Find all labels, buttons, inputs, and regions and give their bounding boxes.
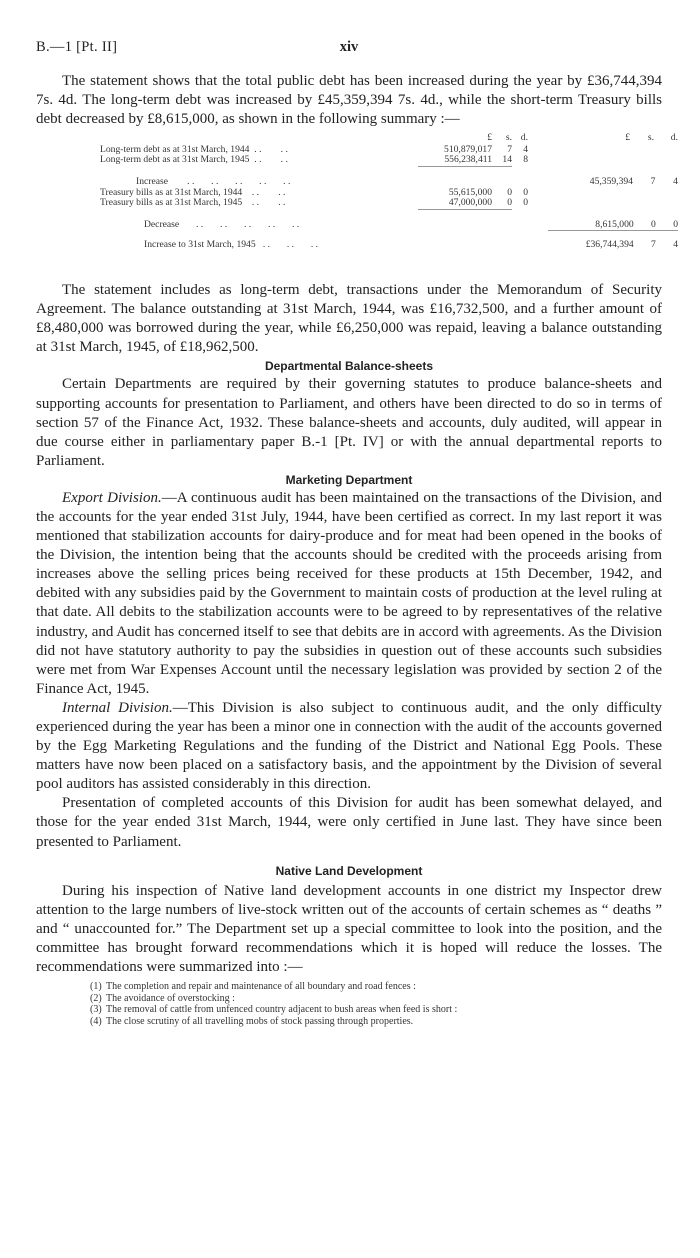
recommendations-list: [90, 981, 662, 1027]
export-division-text: —A continuous audit has been maintained on the transactions of the Division, and the accounts for the year ended 31st July, 1944, have been certified as correct. In my last report it was mentioned that stabilization accounts for dairy-produce and for meat had been opened in the books of the Division, the intention being that the accounts should be credited with the proceeds arising from increases above the selling prices being received for these products at 15th December, 1942, and debited with any subsidies paid by the Government to maintain costs of production at the level ruling at that date. All debits to the stabilization accounts were to be agreed to by representatives of the relative industry, and Audit has concerned itself to see that debits are in accord with agreements. As the Division did not have statutory authority to pay the subsidies in question out of these accounts such subsidies were met from War Expenses Account until the necessary legislation was provided by section 2 of the Finance Act, 1945.: [36, 489, 663, 697]
internal-division-text: —This Division is also subject to continuous audit, and the only difficulty experienced during the year has been a minor one in connection with the audit of the accounts governed by the Egg Marketing Regulations and the funding of the District and National Egg Pools. These matters have now been placed on a satisfactory basis, and the appointment by the Division of several pool auditors has assisted considerably in this direction.: [36, 699, 663, 793]
row-pence: 8: [523, 154, 528, 166]
export-division-title: Export Division.: [62, 489, 162, 506]
units-shillings: s.: [505, 132, 512, 144]
row-pence: 0: [673, 218, 678, 230]
row-label: Treasury bills as at 31st March, 1944: [100, 187, 243, 198]
row-shillings: 7: [651, 239, 656, 251]
row-shillings: 7: [650, 176, 656, 188]
row-pounds: £36,744,394: [585, 239, 634, 251]
list-item: (3) The removal of cattle from unfenced country adjacent to bush areas when feed is short :: [90, 1004, 458, 1016]
row-shillings: 14: [502, 154, 512, 166]
presentation-paragraph: Presentation of completed accounts of this Division for audit has been somewhat delayed, and those for the year ended 31st March, 1944, were only certified in June last. They have since been presented to Parliament.: [36, 795, 662, 850]
summary-row-decrease: Decrease . . . . . . . . . . 8,615,000 0 0: [144, 218, 678, 230]
row-label: Long-term debt as at 31st March, 1944: [100, 144, 250, 155]
native-land-paragraph: During his inspection of Native land development accounts in one district my Inspector drew attention to the large numbers of live-stock written out of the accounts of certain schemes as “ deaths ” and “ unaccounted for.” The Department set up a special committee to look into the position, and the committee has brought forward recommendations which it is hoped will reduce the losses. The recommendations were summarized into :—: [36, 882, 662, 976]
internal-division-paragraph: [36, 699, 662, 794]
list-item: (2) The avoidance of overstocking :: [90, 992, 235, 1004]
row-pounds: 45,359,394: [589, 176, 633, 188]
section-heading-native-land: Native Land Development: [275, 863, 423, 878]
units-shillings: s.: [647, 132, 654, 144]
row-pence: 4: [673, 176, 678, 188]
row-pence: 4: [673, 239, 678, 251]
list-item: (4) The close scrutiny of all travelling mobs of stock passing through properties.: [90, 1015, 414, 1027]
row-pounds: 55,615,000: [448, 186, 492, 198]
row-shillings: 7: [507, 143, 512, 155]
internal-division-title: Internal Division.: [62, 699, 173, 716]
summary-row-total-increase: Increase to 31st March, 1945 . . . . . . £36,744,394 7 4: [144, 239, 678, 251]
row-pounds: 556,238,411: [444, 154, 492, 166]
units-pence: d.: [670, 132, 678, 144]
document-body: [36, 72, 678, 1028]
debt-summary-table: [100, 133, 678, 251]
row-label: Decrease: [144, 219, 180, 230]
row-pounds: 8,615,000: [595, 218, 634, 230]
summary-row-treasury-1944: Treasury bills as at 31st March, 1944 . . . . 55,615,000 0 0: [100, 186, 528, 198]
summary-row-longterm-1945: Long-term debt as at 31st March, 1945 . . . . 556,238,411 14 8: [100, 154, 528, 166]
balance-sheets-paragraph: Certain Departments are required by their governing statutes to produce balance-sheets and supporting accounts for presentation to Parliament, and others have been directed to do so in terms of section 57 of the Finance Act, 1932. These balance-sheets and accounts, duly audited, will appear in due course either in parliamentary paper B.-1 [Pt. IV] or with the annual departmental reports to Parliament.: [36, 376, 662, 469]
row-label: Increase to 31st March, 1945: [144, 240, 256, 251]
section-heading-balance-sheets: Departmental Balance-sheets: [264, 359, 434, 374]
row-pounds: 510,879,017: [444, 143, 492, 155]
units-pound: £: [625, 132, 630, 144]
row-pence: 4: [523, 143, 528, 155]
row-label: Long-term debt as at 31st March, 1945: [100, 155, 250, 166]
report-reference: B.—1 [Pt. II]: [36, 39, 118, 55]
row-pounds: 47,000,000: [448, 197, 492, 209]
summary-row-increase: Increase . . . . . . . . . . 45,359,394 7 4: [136, 176, 678, 188]
memorandum-paragraph: The statement includes as long-term debt, transactions under the Memorandum of Security Agreement. The balance outstanding at 31st March, 1944, was £16,732,500, and a further amount of £8,480,000 was borrowed during the year, while £6,250,000 was repaid, leaving a balance outstanding at 31st March, 1945, of £18,962,500.: [36, 282, 662, 356]
row-pence: 0: [523, 197, 528, 209]
row-label: Increase: [136, 177, 168, 188]
row-shillings: 0: [507, 186, 512, 198]
summary-row-treasury-1945: Treasury bills as at 31st March, 1945 . . . . 47,000,000 0 0: [100, 197, 528, 209]
export-division-paragraph: [36, 489, 662, 699]
page-number: xiv: [339, 39, 359, 55]
summary-row-longterm-1944: Long-term debt as at 31st March, 1944 . . . . 510,879,017 7 4: [100, 143, 528, 155]
page-header: [36, 38, 662, 60]
intro-paragraph: The statement shows that the total public debt has been increased during the year by £36,744,394 7s. 4d. The long-term debt was increased by £45,359,394 7s. 4d., while the short-term Treasury bills debt decreased by £8,615,000, as shown in the following summary :—: [36, 73, 662, 128]
row-shillings: 0: [507, 197, 512, 209]
row-pence: 0: [523, 186, 528, 198]
row-label: Treasury bills as at 31st March, 1945: [100, 198, 243, 209]
section-heading-marketing: Marketing Department: [285, 472, 413, 487]
units-pound: £: [487, 132, 492, 144]
summary-units-row: [100, 133, 678, 144]
list-item: (1) The completion and repair and maintenance of all boundary and road fences :: [90, 981, 416, 993]
units-pence: d.: [520, 132, 528, 144]
row-shillings: 0: [651, 218, 656, 230]
